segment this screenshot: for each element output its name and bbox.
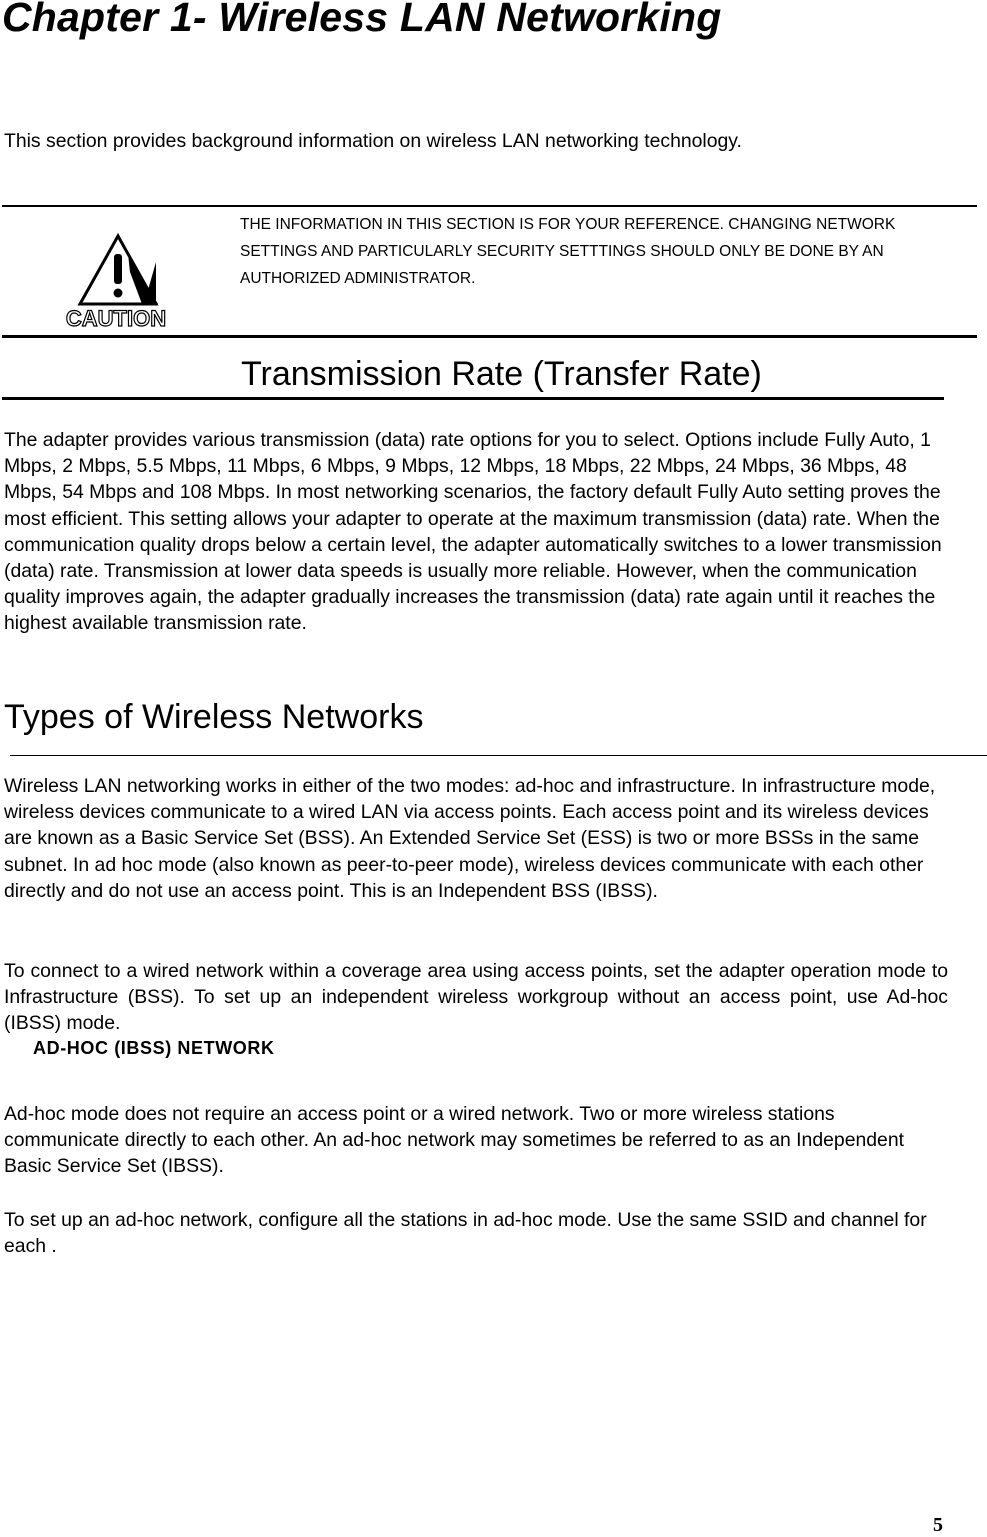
wireless-types-heading: Types of Wireless Networks — [4, 698, 424, 736]
transmission-rate-heading-rule — [2, 397, 944, 400]
wireless-types-paragraph-2: To connect to a wired network within a coverage area using access points, set the adapter operation mode to Infrastructure (BSS). To set up an independent wireless workgroup without an access point, use Ad-hoc (IBSS) mode. — [4, 960, 948, 1035]
caution-icon-label: CAUTION — [65, 306, 167, 328]
wireless-types-heading-rule — [10, 755, 987, 756]
caution-text: THE INFORMATION IN THIS SECTION IS FOR YOUR REFERENCE. CHANGING NETWORK SETTINGS AND PARTICULARLY SECURITY SETTTINGS SHOULD ONLY BE DONE BY AN AUTHORIZED ADMINISTRATOR. — [240, 216, 896, 287]
caution-bottom-rule — [2, 335, 977, 338]
page-number: 5 — [933, 1514, 943, 1536]
transmission-rate-paragraph: The adapter provides various transmission (data) rate options for you to select. Options include Fully Auto, 1 Mbps, 2 Mbps, 5.5 Mbps, 11 Mbps, 6 Mbps, 9 Mbps, 12 Mbps, 18 Mbps, 22 Mbps, 24 Mbps, 36 Mbps, 48 Mbps, 54 Mbps and 108 Mbps. In most networking scenarios, the factory default Fully Auto setting proves the most efficient. This setting allows your adapter to operate at the maximum transmission (data) rate. When the communication quality drops below a certain level, the adapter automatically switches to a lower transmission (data) rate. Transmission at lower data speeds is usually more reliable. However, when the communication quality improves again, the adapter gradually increases the transmission (data) rate again until it reaches the highest available transmission rate. — [4, 429, 942, 635]
caution-warning-icon — [60, 232, 172, 328]
transmission-rate-heading: Transmission Rate (Transfer Rate) — [241, 355, 762, 393]
wireless-types-paragraph-1: Wireless LAN networking works in either of the two modes: ad-hoc and infrastructure. In infrastructure mode, wireless devices communicate to a wired LAN via access points. Each access point and its wireless devices are known as a Basic Service Set (BSS). An Extended Service Set (ESS) is two or more BSSs in the same subnet. In ad hoc mode (also known as peer-to-peer mode), wireless devices communicate with each other directly and do not use an access point. This is an Independent BSS (IBSS). — [4, 775, 936, 902]
adhoc-paragraph-2: To set up an ad-hoc network, configure all the stations in ad-hoc mode. Use the same SSID and channel for each . — [4, 1209, 927, 1258]
adhoc-network-heading: AD-HOC (IBSS) NETWORK — [33, 1038, 275, 1058]
adhoc-paragraph-1: Ad-hoc mode does not require an access point or a wired network. Two or more wireless stations communicate directly to each other. An ad-hoc network may sometimes be referred to as an Independent Basic Service Set (IBSS). — [4, 1103, 904, 1178]
intro-paragraph: This section provides background information on wireless LAN networking technology. — [4, 130, 742, 152]
caution-top-rule — [2, 205, 977, 207]
chapter-title: Chapter 1- Wireless LAN Networking — [2, 0, 722, 40]
